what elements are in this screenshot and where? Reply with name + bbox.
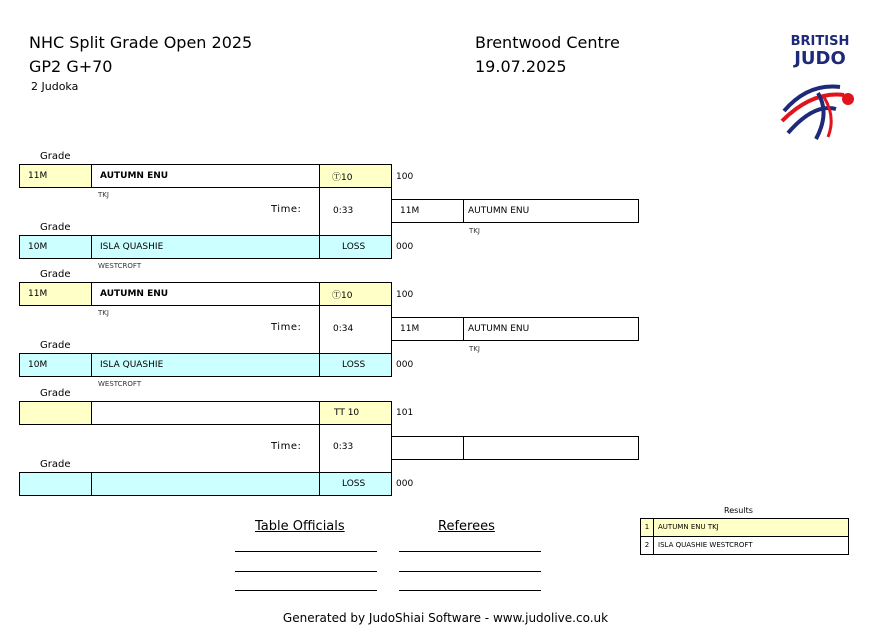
- match-time: 0:33: [333, 206, 354, 216]
- footer-text: Generated by JudoShiai Software - www.judolive.co.uk: [282, 611, 609, 625]
- grade-label: Grade: [40, 151, 71, 162]
- winner-grade: 11M: [392, 318, 464, 340]
- winner-name: [464, 437, 638, 459]
- competitor-name: ISLA QUASHIE: [92, 236, 320, 258]
- competitor-name: AUTUMN ENU: [92, 283, 320, 305]
- grade-label: Grade: [40, 340, 71, 351]
- winner-name: AUTUMN ENU: [468, 324, 530, 334]
- blue-competitor-row: [19, 353, 392, 377]
- score-cell: LOSS: [320, 473, 391, 495]
- points: 100: [396, 172, 414, 182]
- result-rank: 2: [641, 537, 654, 554]
- blue-competitor-row: [19, 472, 392, 496]
- winner-box: [391, 436, 639, 460]
- winner-club: TKJ: [469, 345, 480, 353]
- competitor-count: 2 Judoka: [31, 80, 79, 93]
- points: 000: [396, 242, 414, 252]
- result-rank: 1: [641, 519, 654, 536]
- competitor-name: AUTUMN ENU: [92, 165, 320, 187]
- category-title: GP2 G+70: [29, 57, 113, 76]
- club-name: WESTCROFT: [98, 380, 142, 388]
- time-label: Time:: [271, 204, 302, 215]
- grade-cell: [20, 402, 92, 424]
- results-table: [640, 518, 849, 555]
- signature-line: [235, 590, 377, 591]
- signature-line: [399, 571, 541, 572]
- time-label: Time:: [271, 441, 302, 452]
- venue: Brentwood Centre: [475, 33, 620, 52]
- grade-label: Grade: [40, 269, 71, 280]
- table-officials-heading: Table Officials: [255, 519, 345, 534]
- result-text: ISLA QUASHIE WESTCROFT: [658, 541, 753, 549]
- white-competitor-row: [19, 164, 392, 188]
- score-cell: Ⓣ10: [320, 165, 391, 187]
- grade-cell: [20, 473, 92, 495]
- referees-heading: Referees: [438, 519, 495, 534]
- match-time: 0:34: [333, 324, 354, 334]
- points: 000: [396, 479, 414, 489]
- results-title: Results: [724, 506, 753, 515]
- competitor-name: ISLA QUASHIE: [92, 354, 320, 376]
- points: 000: [396, 360, 414, 370]
- grade-label: Grade: [40, 388, 71, 399]
- score-cell: LOSS: [320, 354, 391, 376]
- winner-box: [391, 199, 639, 223]
- score-cell: TT 10: [320, 402, 391, 424]
- club-name: TKJ: [98, 191, 109, 199]
- club-name: TKJ: [98, 309, 109, 317]
- signature-line: [399, 590, 541, 591]
- points: 100: [396, 290, 414, 300]
- signature-line: [399, 551, 541, 552]
- grade-cell: 10M: [20, 354, 92, 376]
- event-date: 19.07.2025: [475, 57, 567, 76]
- white-competitor-row: [19, 282, 392, 306]
- points: 101: [396, 408, 414, 418]
- score-cell: Ⓣ10: [320, 283, 391, 305]
- time-label: Time:: [271, 322, 302, 333]
- grade-label: Grade: [40, 459, 71, 470]
- winner-name: AUTUMN ENU: [468, 206, 530, 216]
- blue-competitor-row: [19, 235, 392, 259]
- results-row: [641, 537, 848, 554]
- competitor-name: [92, 473, 320, 495]
- event-title: NHC Split Grade Open 2025: [29, 33, 253, 52]
- result-text: AUTUMN ENU TKJ: [658, 523, 719, 531]
- signature-line: [235, 571, 377, 572]
- competitor-name: [92, 402, 320, 424]
- winner-box: [391, 317, 639, 341]
- british-judo-logo: BRITISH JUDO: [778, 35, 858, 145]
- match-time: 0:33: [333, 442, 354, 452]
- club-name: WESTCROFT: [98, 262, 142, 270]
- grade-cell: 11M: [20, 283, 92, 305]
- grade-label: Grade: [40, 222, 71, 233]
- white-competitor-row: [19, 401, 392, 425]
- score-cell: LOSS: [320, 236, 391, 258]
- signature-line: [235, 551, 377, 552]
- results-row: [641, 519, 848, 537]
- grade-cell: 10M: [20, 236, 92, 258]
- grade-cell: 11M: [20, 165, 92, 187]
- winner-grade: [392, 437, 464, 459]
- winner-club: TKJ: [469, 227, 480, 235]
- winner-grade: 11M: [392, 200, 464, 222]
